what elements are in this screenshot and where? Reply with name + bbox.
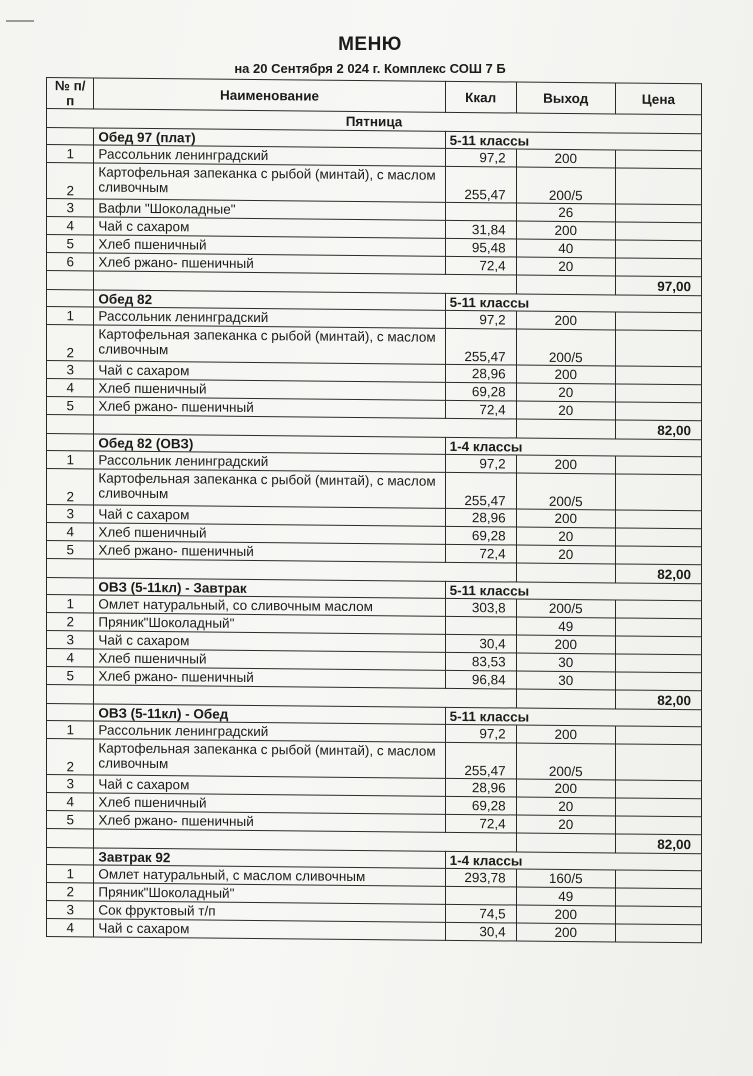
- item-output: 200/5: [516, 473, 615, 510]
- item-name: Чай с сахаром: [94, 631, 445, 652]
- item-kcal: 255,47: [445, 166, 516, 203]
- item-price: [615, 510, 701, 529]
- item-number: 4: [47, 379, 94, 397]
- item-output: 20: [516, 383, 615, 402]
- item-number: 2: [47, 325, 94, 361]
- item-kcal: 69,28: [445, 382, 516, 401]
- item-name: Рассольник ленинградский: [94, 145, 445, 166]
- header-output: Выход: [516, 82, 615, 114]
- item-kcal: 303,8: [445, 598, 516, 617]
- item-price: [615, 726, 701, 745]
- page-title: МЕНЮ: [338, 34, 402, 55]
- item-kcal: 293,78: [445, 868, 516, 887]
- total-spacer-output: [516, 689, 615, 709]
- item-name: Чай с сахаром: [94, 361, 445, 382]
- item-output: 200: [516, 923, 615, 942]
- item-price: [615, 402, 701, 421]
- day-label: Пятница: [47, 109, 702, 134]
- section-classes: 5-11 классы: [445, 707, 701, 726]
- total-spacer-output: [516, 275, 615, 295]
- item-kcal: 72,4: [445, 814, 516, 833]
- item-output: 200: [516, 905, 615, 924]
- item-output: 20: [516, 257, 615, 276]
- item-price: [615, 330, 701, 367]
- item-number: 2: [47, 163, 94, 199]
- header-price: Цена: [615, 83, 701, 115]
- section-empty-cell: [47, 434, 94, 451]
- item-output: 200/5: [516, 743, 615, 780]
- section-total-price: 97,00: [615, 276, 701, 296]
- item-kcal: 83,53: [445, 652, 516, 671]
- item-name: Рассольник ленинградский: [94, 721, 445, 742]
- total-spacer-output: [516, 563, 615, 583]
- item-kcal: 72,4: [445, 256, 516, 275]
- item-name: Рассольник ленинградский: [94, 307, 445, 328]
- section-empty-cell: [47, 290, 94, 307]
- item-kcal: 255,47: [445, 472, 516, 509]
- item-output: 200: [516, 311, 615, 330]
- menu-table-body: [47, 78, 702, 943]
- item-price: [615, 240, 701, 259]
- item-kcal: 28,96: [445, 508, 516, 527]
- section-total-price: 82,00: [615, 420, 701, 440]
- section-empty-cell: [47, 128, 94, 145]
- item-output: 200: [516, 509, 615, 528]
- item-name: Хлеб пшеничный: [94, 649, 445, 670]
- item-output: 200: [516, 455, 615, 474]
- item-kcal: [445, 202, 516, 221]
- item-name: Чай с сахаром: [94, 775, 445, 796]
- item-price: [615, 312, 701, 331]
- item-name: Хлеб ржано- пшеничный: [94, 397, 445, 418]
- item-number: 4: [47, 793, 94, 811]
- item-output: 200: [516, 221, 615, 240]
- item-name: Чай с сахаром: [94, 919, 445, 940]
- total-empty-cell: [47, 415, 94, 434]
- item-number: 5: [47, 541, 94, 559]
- item-name: Омлет натуральный, со сливочным маслом: [94, 595, 445, 616]
- item-kcal: 97,2: [445, 148, 516, 167]
- item-kcal: 97,2: [445, 724, 516, 743]
- item-number: 3: [47, 775, 94, 793]
- header-kcal: Ккал: [445, 81, 516, 113]
- section-total-price: 82,00: [615, 690, 701, 710]
- item-number: 5: [47, 811, 94, 829]
- item-kcal: 28,96: [445, 778, 516, 797]
- item-kcal: 255,47: [445, 328, 516, 365]
- menu-table: [46, 77, 702, 943]
- item-output: 26: [516, 203, 615, 222]
- item-output: 200/5: [516, 167, 615, 204]
- section-classes: 1-4 классы: [445, 437, 701, 456]
- section-total-price: 82,00: [615, 564, 701, 584]
- item-name: Хлеб ржано- пшеничный: [94, 541, 445, 562]
- item-price: [615, 816, 701, 835]
- table-row: [47, 163, 702, 205]
- item-output: 20: [516, 545, 615, 564]
- item-kcal: 28,96: [445, 364, 516, 383]
- item-kcal: 69,28: [445, 796, 516, 815]
- item-output: 20: [516, 401, 615, 420]
- item-number: 2: [47, 739, 94, 775]
- section-classes: 5-11 классы: [445, 581, 701, 600]
- item-number: 4: [47, 523, 94, 541]
- item-number: 1: [47, 451, 94, 469]
- table-row: [47, 469, 702, 511]
- item-number: 2: [47, 883, 94, 901]
- item-kcal: 97,2: [445, 454, 516, 473]
- item-number: 3: [47, 901, 94, 919]
- section-total-price: 82,00: [615, 834, 701, 854]
- table-row: [47, 739, 702, 781]
- section-classes: 5-11 классы: [445, 131, 701, 150]
- item-price: [615, 150, 701, 169]
- item-kcal: 72,4: [445, 544, 516, 563]
- item-output: 49: [516, 617, 615, 636]
- section-name: Обед 82: [94, 290, 445, 310]
- section-name: ОВЗ (5-11кл) - Обед: [94, 704, 445, 724]
- item-name: Картофельная запеканка с рыбой (минтай), с маслом сливочным: [94, 469, 445, 508]
- section-empty-cell: [47, 848, 94, 865]
- item-kcal: 72,4: [445, 400, 516, 419]
- item-output: 20: [516, 797, 615, 816]
- item-output: 40: [516, 239, 615, 258]
- item-output: 200/5: [516, 599, 615, 618]
- item-output: 200: [516, 725, 615, 744]
- total-spacer-output: [516, 419, 615, 439]
- item-name: Хлеб ржано- пшеничный: [94, 667, 445, 688]
- item-number: 6: [47, 253, 94, 271]
- item-output: 200/5: [516, 329, 615, 366]
- item-price: [615, 168, 701, 205]
- item-number: 3: [47, 631, 94, 649]
- item-output: 200: [516, 365, 615, 384]
- item-price: [615, 546, 701, 565]
- item-name: Картофельная запеканка с рыбой (минтай), с маслом сливочным: [94, 325, 445, 364]
- item-name: Вафли "Шоколадные": [94, 199, 445, 220]
- item-output: 20: [516, 815, 615, 834]
- item-name: Хлеб пшеничный: [94, 523, 445, 544]
- item-price: [615, 384, 701, 403]
- total-spacer-output: [516, 833, 615, 853]
- item-price: [615, 888, 701, 907]
- header-name: Наименование: [94, 78, 445, 112]
- section-empty-cell: [47, 578, 94, 595]
- item-name: Чай с сахаром: [94, 505, 445, 526]
- item-kcal: 31,84: [445, 220, 516, 239]
- item-name: Картофельная запеканка с рыбой (минтай), с маслом сливочным: [94, 739, 445, 778]
- item-number: 5: [47, 397, 94, 415]
- item-output: 160/5: [516, 869, 615, 888]
- section-name: Обед 97 (плат): [94, 128, 445, 148]
- item-name: Пряник"Шоколадный": [94, 883, 445, 904]
- item-number: 2: [47, 469, 94, 505]
- item-name: Чай с сахаром: [94, 217, 445, 238]
- item-number: 1: [47, 865, 94, 883]
- item-number: 3: [47, 199, 94, 217]
- item-name: Хлеб ржано- пшеничный: [94, 253, 445, 274]
- item-price: [615, 780, 701, 799]
- item-number: 3: [47, 361, 94, 379]
- section-classes: 1-4 классы: [445, 851, 701, 870]
- item-number: 1: [47, 307, 94, 325]
- item-number: 4: [47, 217, 94, 235]
- item-price: [615, 222, 701, 241]
- item-name: Сок фруктовый т/п: [94, 901, 445, 922]
- item-name: Картофельная запеканка с рыбой (минтай), с маслом сливочным: [94, 163, 445, 202]
- item-kcal: 97,2: [445, 310, 516, 329]
- item-output: 30: [516, 671, 615, 690]
- item-name: Омлет натуральный, с маслом сливочным: [94, 865, 445, 886]
- item-number: 3: [47, 505, 94, 523]
- item-output: 200: [516, 149, 615, 168]
- section-name: Завтрак 92: [94, 848, 445, 868]
- item-price: [615, 600, 701, 619]
- item-name: Пряник"Шоколадный": [94, 613, 445, 634]
- total-empty-cell: [47, 829, 94, 848]
- item-name: Хлеб пшеничный: [94, 379, 445, 400]
- item-price: [615, 870, 701, 889]
- section-classes: 5-11 классы: [445, 293, 701, 312]
- item-name: Хлеб пшеничный: [94, 235, 445, 256]
- item-name: Хлеб ржано- пшеничный: [94, 811, 445, 832]
- item-number: 4: [47, 649, 94, 667]
- item-output: 30: [516, 653, 615, 672]
- item-output: 20: [516, 527, 615, 546]
- header-no: № п/п: [47, 78, 94, 109]
- item-name: Хлеб пшеничный: [94, 793, 445, 814]
- item-kcal: [445, 616, 516, 635]
- item-price: [615, 456, 701, 475]
- item-kcal: 69,28: [445, 526, 516, 545]
- item-price: [615, 798, 701, 817]
- item-output: 200: [516, 635, 615, 654]
- item-price: [615, 618, 701, 637]
- item-kcal: 95,48: [445, 238, 516, 257]
- section-empty-cell: [47, 704, 94, 721]
- item-price: [615, 258, 701, 277]
- item-number: 1: [47, 721, 94, 739]
- item-number: 1: [47, 595, 94, 613]
- total-empty-cell: [47, 559, 94, 578]
- item-kcal: 30,4: [445, 634, 516, 653]
- total-empty-cell: [47, 271, 94, 290]
- item-number: 4: [47, 919, 94, 937]
- item-price: [615, 474, 701, 511]
- item-price: [615, 366, 701, 385]
- item-price: [615, 924, 701, 943]
- item-price: [615, 744, 701, 781]
- section-name: ОВЗ (5-11кл) - Завтрак: [94, 578, 445, 598]
- item-kcal: 74,5: [445, 904, 516, 923]
- item-kcal: 255,47: [445, 742, 516, 779]
- item-number: 5: [47, 235, 94, 253]
- section-name: Обед 82 (ОВЗ): [94, 434, 445, 454]
- item-price: [615, 654, 701, 673]
- table-row: [47, 325, 702, 367]
- pen-mark: [6, 20, 34, 22]
- item-price: [615, 672, 701, 691]
- item-price: [615, 636, 701, 655]
- item-price: [615, 204, 701, 223]
- item-number: 5: [47, 667, 94, 685]
- total-empty-cell: [47, 685, 94, 704]
- item-kcal: 96,84: [445, 670, 516, 689]
- item-price: [615, 906, 701, 925]
- item-kcal: 30,4: [445, 922, 516, 941]
- item-kcal: [445, 886, 516, 905]
- item-price: [615, 528, 701, 547]
- item-output: 49: [516, 887, 615, 906]
- item-number: 2: [47, 613, 94, 631]
- item-number: 1: [47, 145, 94, 163]
- item-name: Рассольник ленинградский: [94, 451, 445, 472]
- item-output: 200: [516, 779, 615, 798]
- menu-subtitle: на 20 Сентября 2 024 г. Комплекс СОШ 7 Б: [234, 61, 506, 76]
